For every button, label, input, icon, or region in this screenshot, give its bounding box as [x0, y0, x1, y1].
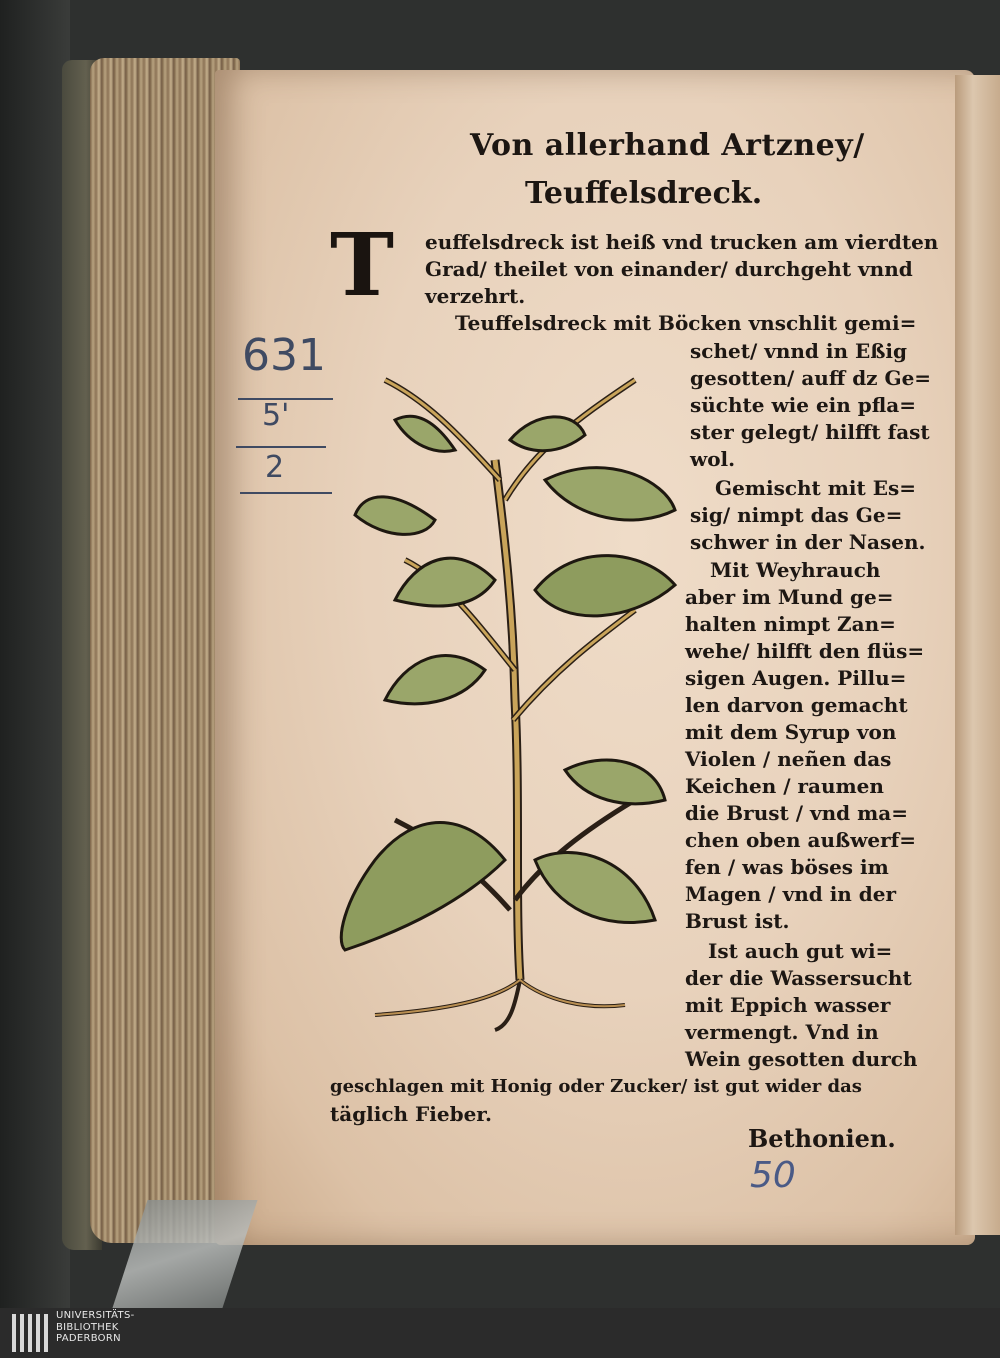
text-line: sigen Augen. Pillu= [685, 666, 907, 690]
running-header: Von allerhand Artzney/ [470, 128, 865, 163]
text-line: gesotten/ auff dz Ge= [690, 366, 932, 390]
woodcut-plant-illustration [335, 340, 685, 1040]
text-line: süchte wie ein pfla= [690, 393, 917, 417]
logo-line: BIBLIOTHEK [56, 1321, 119, 1333]
shelfmark-number: 631 [242, 330, 326, 381]
text-line: schwer in der Nasen. [690, 530, 926, 554]
text-line: Ist auch gut wi= [708, 939, 893, 963]
text-line: ster gelegt/ hilfft fast [690, 420, 930, 444]
text-line: vermengt. Vnd in [685, 1020, 879, 1044]
shelfmark-number: 2 [265, 450, 285, 485]
drop-initial: T [330, 215, 394, 316]
text-line: Mit Weyhrauch [710, 558, 881, 582]
text-line: Gemischt mit Es= [715, 476, 916, 500]
text-line: halten nimpt Zan= [685, 612, 896, 636]
text-line: schet/ vnnd in Eßig [690, 339, 907, 363]
text-line: wol. [690, 447, 736, 471]
text-line: Wein gesotten durch [685, 1047, 918, 1071]
text-line: verzehrt. [425, 284, 526, 308]
shelfmark-rule [240, 492, 332, 494]
logo-line: PADERBORN [56, 1333, 121, 1344]
text-line: Violen / neñen das [685, 747, 892, 771]
text-line: Brust ist. [685, 909, 790, 933]
text-line: len darvon gemacht [685, 693, 908, 717]
folio-number: 50 [750, 1155, 796, 1196]
text-line: mit Eppich wasser [685, 993, 891, 1017]
text-line: Teuffelsdreck mit Böcken vnschlit gemi= [455, 311, 917, 335]
facing-page-edge [955, 75, 1000, 1235]
text-line: täglich Fieber. [330, 1102, 492, 1126]
logo-line: UNIVERSITÄTS- [56, 1310, 135, 1321]
text-line: Keichen / raumen [685, 774, 884, 798]
text-line: euffelsdreck ist heiß vnd trucken am vierdten [425, 230, 939, 254]
text-line: sig/ nimpt das Ge= [690, 503, 903, 527]
text-line: mit dem Syrup von [685, 720, 897, 744]
shelfmark-number: 5' [262, 398, 290, 433]
catchword: Bethonien. [748, 1124, 896, 1153]
text-line: wehe/ hilfft den flüs= [685, 639, 925, 663]
shelfmark-rule [236, 446, 326, 448]
text-line: aber im Mund ge= [685, 585, 894, 609]
text-line: chen oben außwerf= [685, 828, 917, 852]
text-line: Grad/ theilet von einander/ durchgeht vnnd [425, 257, 913, 281]
text-line: die Brust / vnd ma= [685, 801, 908, 825]
library-logo-text [56, 1310, 135, 1345]
text-line: fen / was böses im [685, 855, 889, 879]
background-shadow [0, 0, 70, 1308]
section-title: Teuffelsdreck. [525, 176, 763, 211]
library-logo-icon [10, 1310, 50, 1356]
text-line: geschlagen mit Honig oder Zucker/ ist gut wider das [330, 1076, 862, 1097]
text-line: der die Wassersucht [685, 966, 912, 990]
footer-bar [0, 1308, 1000, 1358]
text-line: Magen / vnd in der [685, 882, 897, 906]
